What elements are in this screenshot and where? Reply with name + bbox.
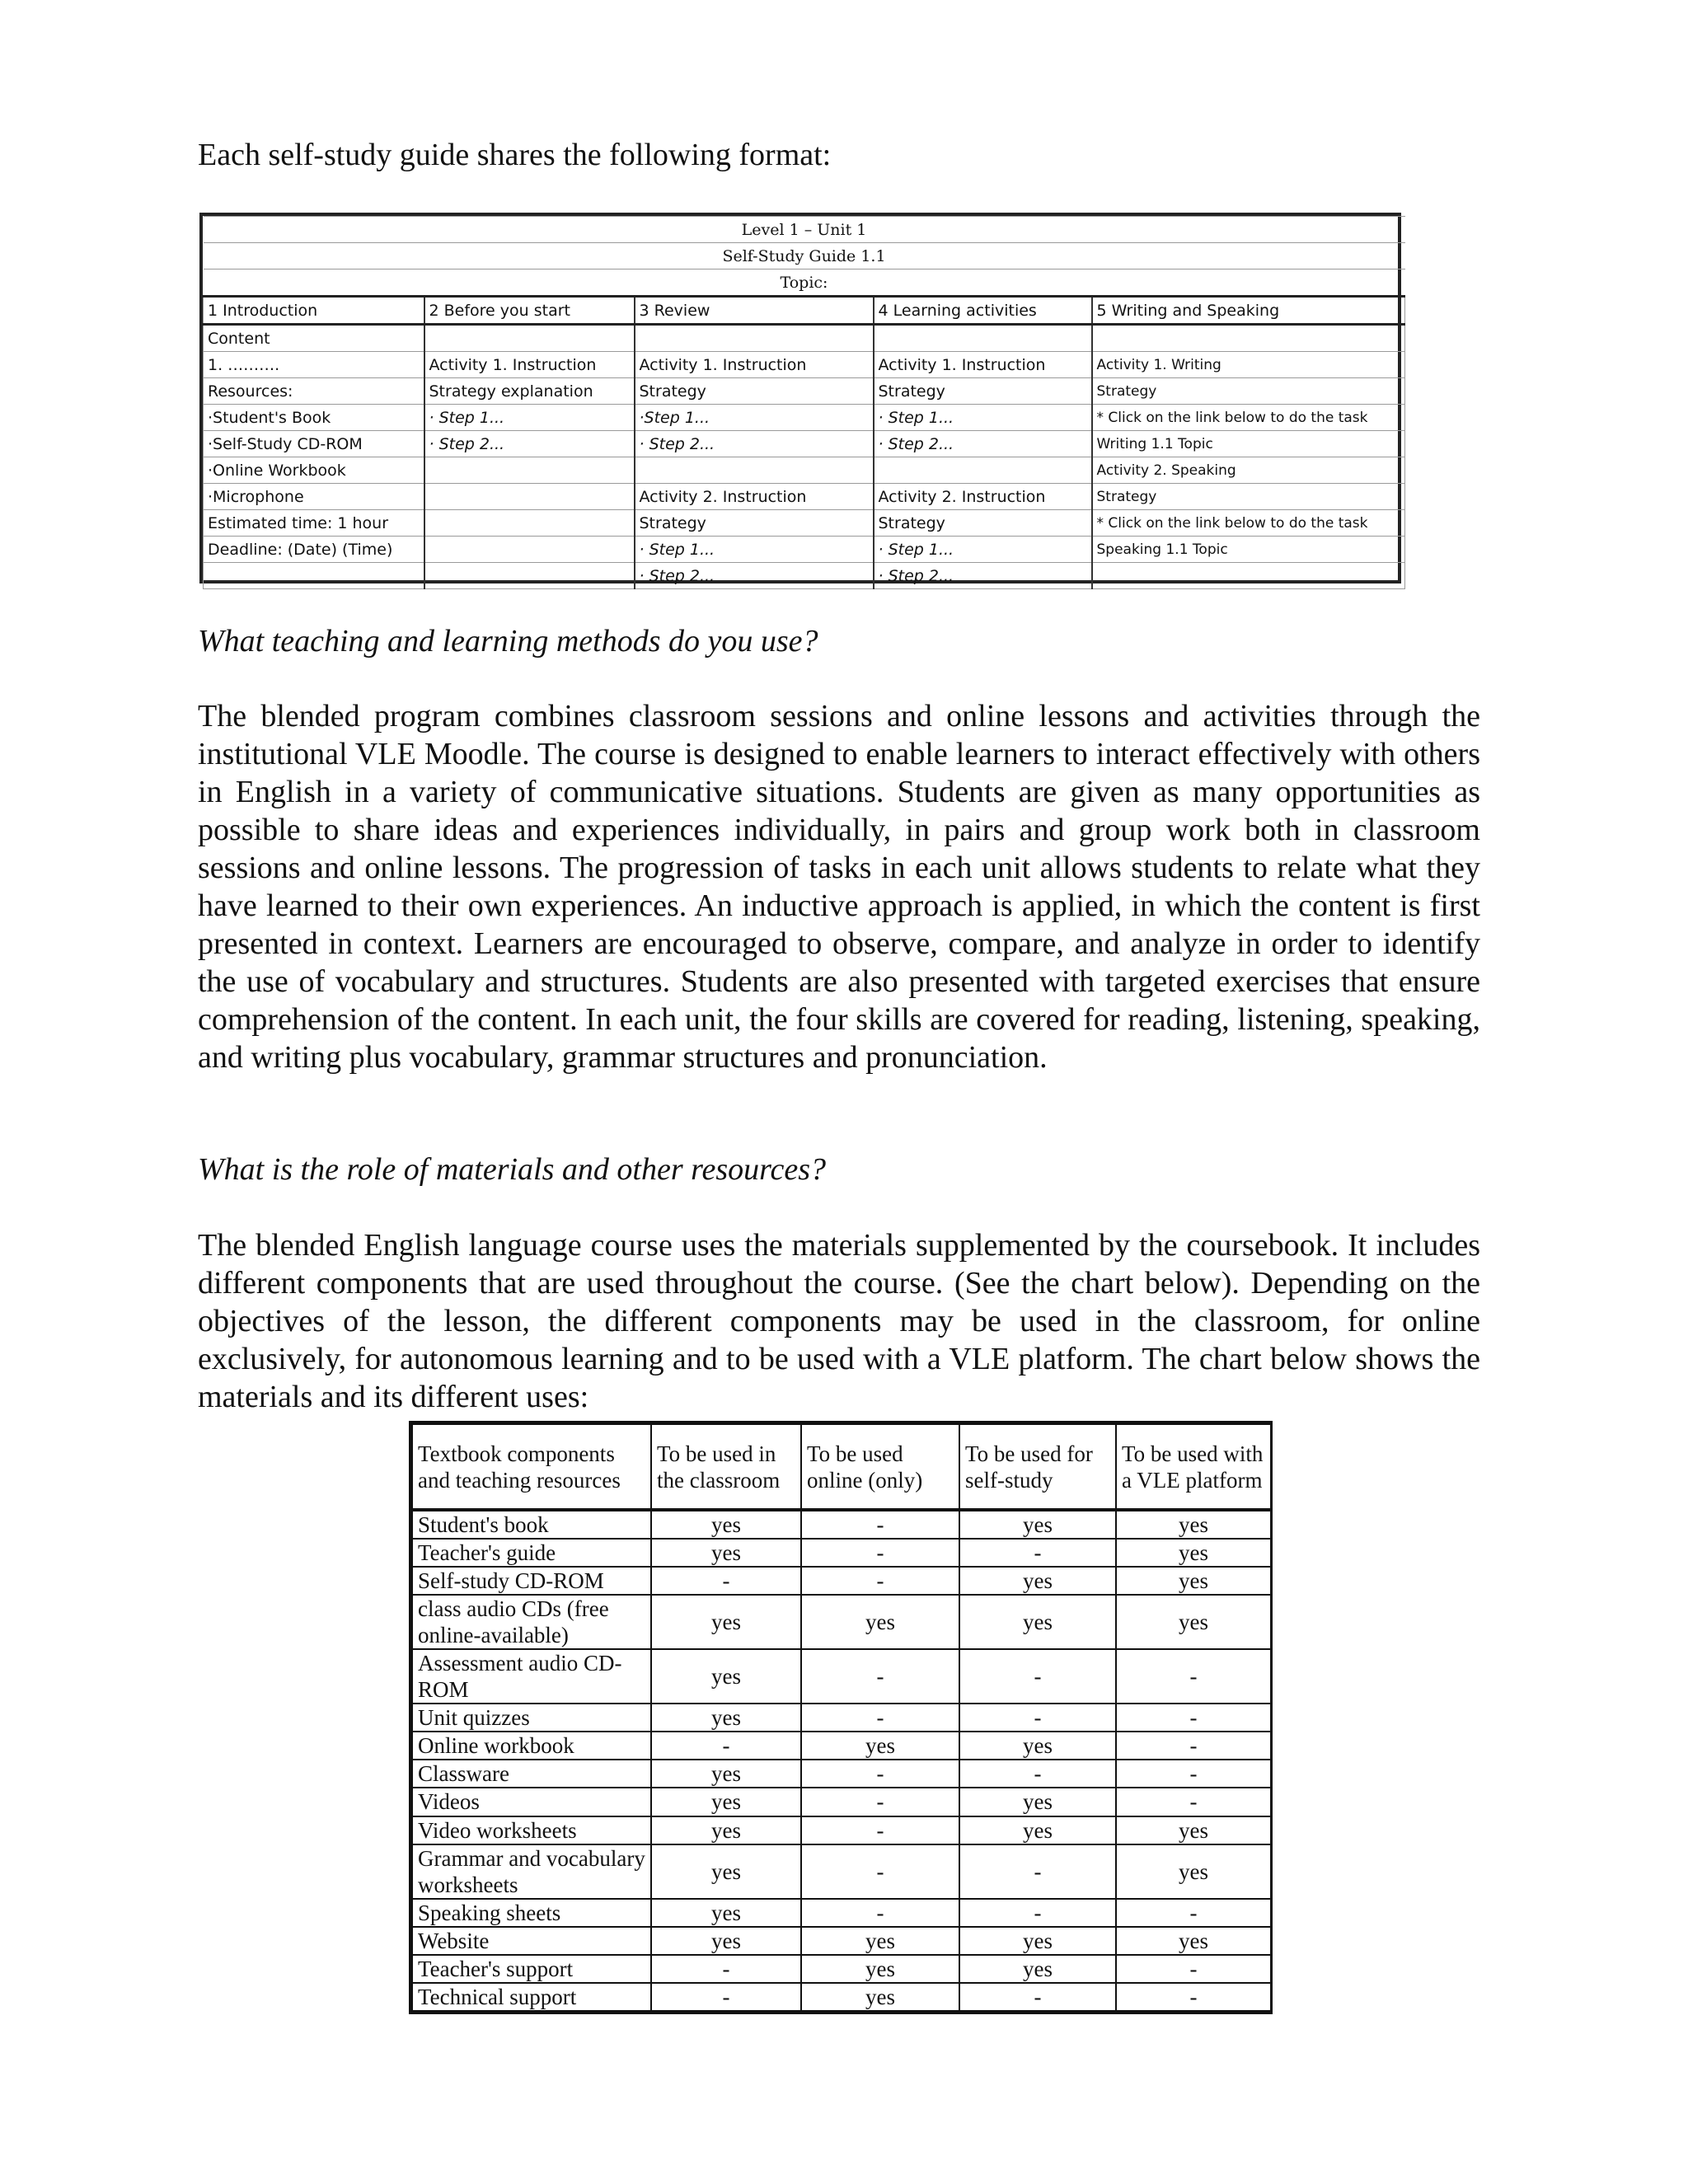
guide-row xyxy=(204,325,1405,352)
materials-value: - xyxy=(801,1649,959,1704)
guide-cell xyxy=(635,457,874,484)
materials-value: - xyxy=(651,1955,801,1983)
materials-value: - xyxy=(1116,1649,1271,1704)
materials-value: yes xyxy=(801,1732,959,1760)
guide-cell: Activity 1. Instruction xyxy=(635,352,874,378)
guide-row xyxy=(204,563,1405,589)
paragraph-teaching-methods: The blended program combines classroom sessions and online lessons and activities through the institutional VLE Moodle. The course is designed to enable learners to interact effectively with others in English in a variety of communicative situations. Students are given as many opportunities as possible to share ideas and experiences individually, in pairs and group work both in classroom sessions and online lessons. The progression of tasks in each unit allows students to relate what they have learned to their own experiences. An inductive approach is applied, in which the content is first presented in context. Learners are encouraged to observe, compare, and analyze in order to identify the use of vocabulary and structures. Students are also presented with targeted exercises that ensure comprehension of the content. In each unit, the four skills are covered for reading, listening, speaking, and writing plus vocabulary, grammar structures and pronunciation. xyxy=(198,699,1480,1075)
materials-row xyxy=(412,1704,1271,1732)
materials-value: yes xyxy=(801,1983,959,2011)
guide-header: 2 Before you start xyxy=(424,297,635,325)
materials-value: - xyxy=(959,1844,1116,1899)
materials-row xyxy=(412,1595,1271,1649)
guide-title-guide: Self-Study Guide 1.1 xyxy=(204,243,1405,269)
guide-cell: * Click on the link below to do the task xyxy=(1092,510,1405,537)
guide-cell: · Step 1... xyxy=(635,537,874,563)
materials-row xyxy=(412,1510,1271,1539)
materials-value: - xyxy=(801,1788,959,1816)
materials-header: To be used with a VLE platform xyxy=(1116,1424,1271,1510)
guide-cell xyxy=(424,510,635,537)
materials-value: - xyxy=(801,1510,959,1539)
materials-value: yes xyxy=(801,1927,959,1955)
materials-value: yes xyxy=(651,1844,801,1899)
materials-value: yes xyxy=(801,1955,959,1983)
heading-materials-role: What is the role of materials and other resources? xyxy=(198,1152,827,1187)
guide-cell: ·Self-Study CD-ROM xyxy=(204,431,424,457)
materials-value: - xyxy=(651,1567,801,1595)
guide-cell: Writing 1.1 Topic xyxy=(1092,431,1405,457)
materials-value: - xyxy=(1116,1760,1271,1788)
materials-row xyxy=(412,1539,1271,1567)
materials-value: - xyxy=(1116,1788,1271,1816)
materials-value: yes xyxy=(1116,1844,1271,1899)
materials-value: yes xyxy=(651,1510,801,1539)
guide-header: 3 Review xyxy=(635,297,874,325)
guide-cell xyxy=(424,457,635,484)
guide-cell: · Step 2... xyxy=(874,563,1092,589)
guide-cell: * Click on the link below to do the task xyxy=(1092,405,1405,431)
guide-cell: Strategy explanation xyxy=(424,378,635,405)
self-study-guide-table xyxy=(199,213,1401,583)
materials-value: - xyxy=(801,1567,959,1595)
guide-cell: · Step 1... xyxy=(424,405,635,431)
materials-value: yes xyxy=(651,1704,801,1732)
materials-component: Teacher's guide xyxy=(412,1539,651,1567)
guide-cell: Strategy xyxy=(874,510,1092,537)
intro-text: Each self-study guide shares the following format: xyxy=(198,138,832,172)
materials-value: yes xyxy=(651,1539,801,1567)
materials-component: Website xyxy=(412,1927,651,1955)
materials-value: yes xyxy=(959,1927,1116,1955)
materials-component: Teacher's support xyxy=(412,1955,651,1983)
materials-row xyxy=(412,1899,1271,1927)
guide-cell xyxy=(1092,563,1405,589)
materials-value: yes xyxy=(959,1788,1116,1816)
materials-component: class audio CDs (free online-available) xyxy=(412,1595,651,1649)
materials-value: yes xyxy=(651,1649,801,1704)
materials-row xyxy=(412,1649,1271,1704)
materials-value: - xyxy=(959,1899,1116,1927)
materials-value: yes xyxy=(651,1899,801,1927)
materials-row xyxy=(412,1760,1271,1788)
guide-cell: Speaking 1.1 Topic xyxy=(1092,537,1405,563)
materials-row xyxy=(412,1844,1271,1899)
materials-component: Technical support xyxy=(412,1983,651,2011)
materials-value: yes xyxy=(959,1510,1116,1539)
guide-cell: · Step 2... xyxy=(424,431,635,457)
guide-cell: Activity 1. Writing xyxy=(1092,352,1405,378)
guide-title-level: Level 1 – Unit 1 xyxy=(204,217,1405,243)
materials-row xyxy=(412,1983,1271,2011)
materials-value: - xyxy=(1116,1704,1271,1732)
materials-header: To be used in the classroom xyxy=(651,1424,801,1510)
guide-cell: · Step 2... xyxy=(635,431,874,457)
guide-cell: ·Student's Book xyxy=(204,405,424,431)
materials-value: yes xyxy=(959,1955,1116,1983)
materials-value: yes xyxy=(959,1732,1116,1760)
guide-cell: Activity 2. Speaking xyxy=(1092,457,1405,484)
guide-cell: Activity 1. Instruction xyxy=(424,352,635,378)
guide-cell xyxy=(204,563,424,589)
materials-value: - xyxy=(651,1732,801,1760)
guide-row xyxy=(204,510,1405,537)
materials-value: yes xyxy=(1116,1510,1271,1539)
materials-value: yes xyxy=(959,1816,1116,1844)
materials-value: - xyxy=(801,1539,959,1567)
guide-cell: Deadline: (Date) (Time) xyxy=(204,537,424,563)
materials-component: Video worksheets xyxy=(412,1816,651,1844)
heading-teaching-methods: What teaching and learning methods do you use? xyxy=(198,624,818,658)
materials-component: Videos xyxy=(412,1788,651,1816)
guide-cell: Activity 2. Instruction xyxy=(635,484,874,510)
materials-value: yes xyxy=(959,1567,1116,1595)
materials-value: - xyxy=(1116,1732,1271,1760)
guide-cell: Estimated time: 1 hour xyxy=(204,510,424,537)
materials-value: yes xyxy=(801,1595,959,1649)
materials-header: To be used online (only) xyxy=(801,1424,959,1510)
paragraph-materials-role: The blended English language course uses the materials supplemented by the coursebook. It includes different components that are used throughout the course. (See the chart below). Depending on the objectives of the lesson, the different components may be used in the classroom, for online exclusively, for autonomous learning and to be used with a VLE platform. The chart below shows the materials and its different uses: xyxy=(198,1228,1480,1414)
materials-value: yes xyxy=(651,1760,801,1788)
guide-cell: Strategy xyxy=(1092,484,1405,510)
guide-cell: Strategy xyxy=(1092,378,1405,405)
guide-cell: ·Microphone xyxy=(204,484,424,510)
guide-cell xyxy=(1092,325,1405,352)
guide-cell: Activity 1. Instruction xyxy=(874,352,1092,378)
materials-row xyxy=(412,1788,1271,1816)
materials-value: - xyxy=(651,1983,801,2011)
materials-value: yes xyxy=(959,1595,1116,1649)
guide-header: 4 Learning activities xyxy=(874,297,1092,325)
materials-value: - xyxy=(801,1760,959,1788)
materials-value: - xyxy=(1116,1955,1271,1983)
guide-cell xyxy=(874,457,1092,484)
materials-value: - xyxy=(959,1539,1116,1567)
guide-cell xyxy=(874,325,1092,352)
materials-header: Textbook components and teaching resources xyxy=(412,1424,651,1510)
materials-row xyxy=(412,1955,1271,1983)
guide-cell xyxy=(424,325,635,352)
guide-cell: · Step 1... xyxy=(874,537,1092,563)
guide-cell: · Step 2... xyxy=(874,431,1092,457)
materials-component: Online workbook xyxy=(412,1732,651,1760)
materials-uses-table xyxy=(409,1421,1273,2014)
guide-row xyxy=(204,378,1405,405)
materials-value: - xyxy=(959,1760,1116,1788)
materials-component: Speaking sheets xyxy=(412,1899,651,1927)
materials-value: - xyxy=(801,1704,959,1732)
guide-header: 5 Writing and Speaking xyxy=(1092,297,1405,325)
materials-value: yes xyxy=(651,1816,801,1844)
guide-row xyxy=(204,457,1405,484)
guide-cell: · Step 2... xyxy=(635,563,874,589)
guide-row xyxy=(204,537,1405,563)
materials-value: yes xyxy=(1116,1927,1271,1955)
materials-value: - xyxy=(801,1816,959,1844)
materials-value: - xyxy=(801,1899,959,1927)
materials-component: Student's book xyxy=(412,1510,651,1539)
guide-cell: · Step 1... xyxy=(874,405,1092,431)
guide-row xyxy=(204,352,1405,378)
materials-component: Assessment audio CD-ROM xyxy=(412,1649,651,1704)
guide-row xyxy=(204,405,1405,431)
materials-value: yes xyxy=(1116,1595,1271,1649)
guide-cell: Content xyxy=(204,325,424,352)
guide-cell: ·Online Workbook xyxy=(204,457,424,484)
materials-row xyxy=(412,1927,1271,1955)
materials-component: Unit quizzes xyxy=(412,1704,651,1732)
guide-cell: Strategy xyxy=(635,378,874,405)
guide-cell xyxy=(424,484,635,510)
guide-cell xyxy=(424,537,635,563)
materials-value: - xyxy=(959,1704,1116,1732)
guide-cell xyxy=(424,563,635,589)
materials-value: yes xyxy=(651,1927,801,1955)
guide-cell: ·Step 1... xyxy=(635,405,874,431)
guide-cell xyxy=(635,325,874,352)
materials-value: yes xyxy=(651,1595,801,1649)
materials-value: - xyxy=(801,1844,959,1899)
materials-value: - xyxy=(1116,1983,1271,2011)
materials-row xyxy=(412,1732,1271,1760)
materials-component: Self-study CD-ROM xyxy=(412,1567,651,1595)
guide-cell: 1. ………. xyxy=(204,352,424,378)
materials-component: Grammar and vocabulary worksheets xyxy=(412,1844,651,1899)
materials-value: - xyxy=(1116,1899,1271,1927)
materials-row xyxy=(412,1816,1271,1844)
guide-cell: Strategy xyxy=(874,378,1092,405)
materials-value: - xyxy=(959,1983,1116,2011)
materials-value: yes xyxy=(651,1788,801,1816)
materials-component: Classware xyxy=(412,1760,651,1788)
materials-value: yes xyxy=(1116,1539,1271,1567)
guide-title-topic: Topic: xyxy=(204,269,1405,297)
guide-cell: Activity 2. Instruction xyxy=(874,484,1092,510)
guide-cell: Strategy xyxy=(635,510,874,537)
guide-row xyxy=(204,484,1405,510)
materials-value: yes xyxy=(1116,1567,1271,1595)
guide-row xyxy=(204,431,1405,457)
guide-header: 1 Introduction xyxy=(204,297,424,325)
guide-cell: Resources: xyxy=(204,378,424,405)
materials-value: - xyxy=(959,1649,1116,1704)
materials-header: To be used for self-study xyxy=(959,1424,1116,1510)
materials-row xyxy=(412,1567,1271,1595)
materials-value: yes xyxy=(1116,1816,1271,1844)
